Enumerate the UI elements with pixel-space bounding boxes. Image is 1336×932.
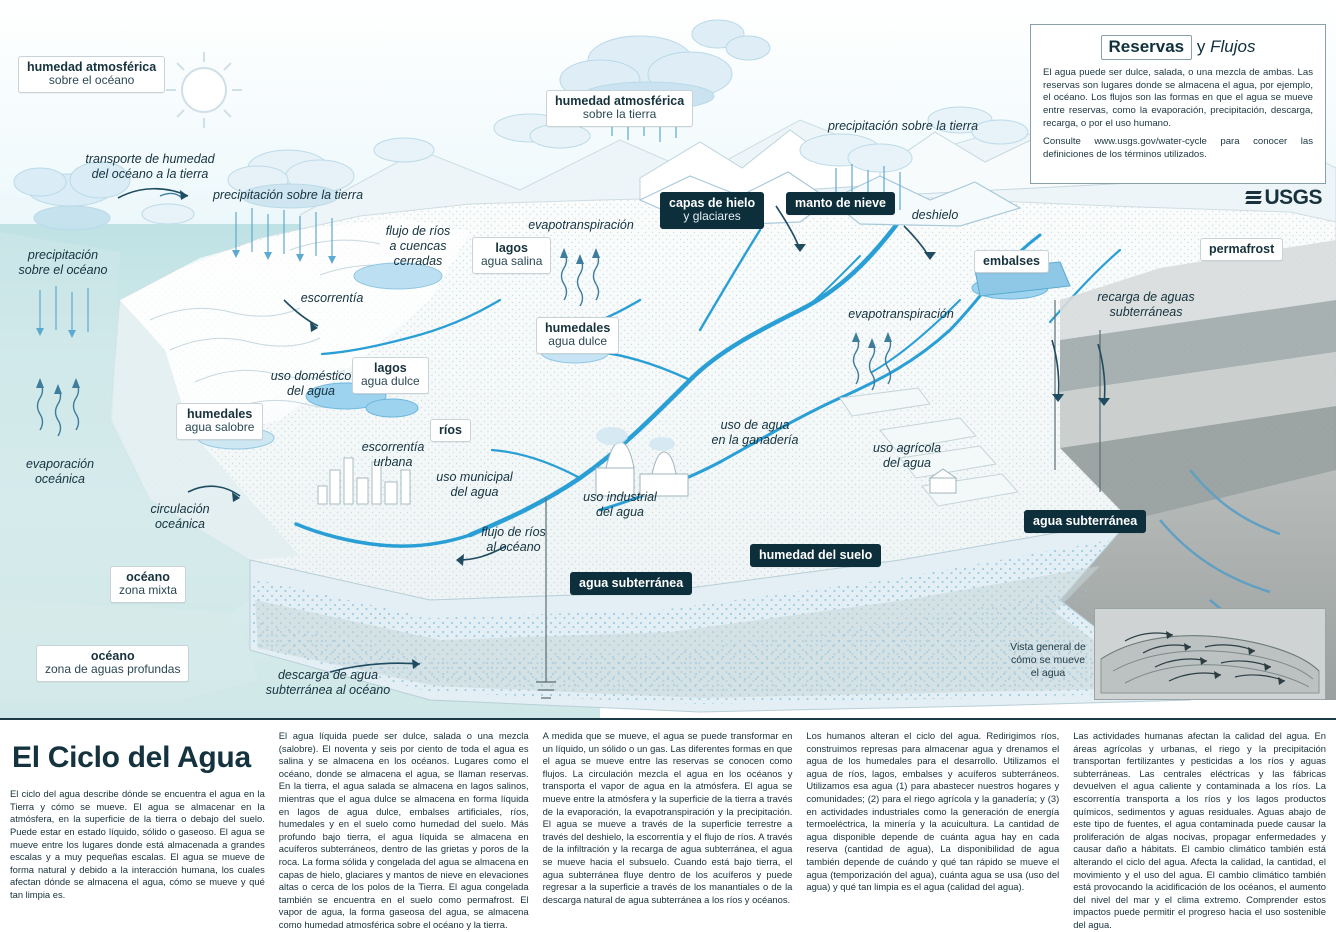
label-text-sub: agua dulce xyxy=(361,374,420,389)
flux-evapotranspiracion-derecha: evapotranspiración xyxy=(848,307,954,321)
flux-evaporacion-oceanica: evaporación oceánica xyxy=(25,457,95,486)
legend-box xyxy=(1030,24,1326,184)
body-paragraph-2: El agua líquida puede ser dulce, salada o una mezcla (salobre). El noventa y seis por ciento de toda el agua es salina y se almacena en los océanos. Lugares como el océano, donde se almacena el agua, se llaman reservas. En la tierra, el agua salada se almacena en lagos salinos, mientras que el agua dulce se almacena en forma líquida en lagos de agua dulce, embalses artificiales, ríos, humedales y en el suelo como humedad del suelo. Más profundo bajo tierra, el agua líquida se almacena en acuíferos subterráneos, dentro de las grietas y poros de la roca. La forma sólida y congelada del agua se almacena en capas de hielo, glaciares y mantos de nieve en elevaciones altas o cerca de los polos de la Tierra. El agua congelada también se encuentra en el suelo como permafrost. El vapor de agua, la forma gaseosa del agua, se almacena como humedad atmosférica sobre el océano y la tierra. xyxy=(278,730,529,930)
flux-flujo-de-rios-al-oceano: flujo de ríos al océano xyxy=(481,525,546,554)
label-text-bold: lagos xyxy=(495,241,529,255)
flux-evapotranspiracion-centro: evapotranspiración xyxy=(528,218,634,232)
label-humedales-agua-dulce xyxy=(536,317,619,354)
label-humedales-agua-salobre xyxy=(176,403,263,440)
label-text-bold: océano xyxy=(90,649,135,663)
label-humedad-atmosferica-oceano xyxy=(18,56,165,93)
text-column-2 xyxy=(278,730,529,930)
inset-caption: Vista general de cómo se mueve el agua xyxy=(1010,640,1086,679)
label-agua-subterranea-derecha xyxy=(1024,510,1146,533)
legend-title xyxy=(1043,35,1313,60)
usgs-wordmark: USGS xyxy=(1264,186,1322,209)
label-text-sub: agua dulce xyxy=(548,334,608,349)
overview-inset xyxy=(1094,608,1326,700)
flux-uso-agricola-del-agua: uso agrícola del agua xyxy=(872,441,942,470)
usgs-logo xyxy=(1246,186,1322,210)
label-text-bold: embalses xyxy=(983,254,1040,268)
flux-precipitacion-sobre-la-tierra-izq: precipitación sobre la tierra xyxy=(212,188,364,202)
legend-paragraph-1: El agua puede ser dulce, salada, o una mezcla de ambas. Las reservas son lugares donde se almacena el agua, por ejemplo, el océano. Los flujos son las formas en que el agua se mueve entre reservas, como la evaporación, precipitación, descarga, recarga, o por el uso humano. xyxy=(1043,67,1313,129)
label-text-bold: ríos xyxy=(439,423,462,437)
flux-descarga-de-agua-subterranea-al-oceano: descarga de agua subterránea al océano xyxy=(265,668,391,697)
label-embalses xyxy=(974,250,1049,273)
label-manto-de-nieve xyxy=(786,192,895,215)
label-text-bold: humedales xyxy=(545,321,611,335)
label-text-sub: sobre el océano xyxy=(48,73,135,88)
flux-circulacion-oceanica: circulación oceánica xyxy=(150,502,210,531)
label-permafrost xyxy=(1200,238,1283,261)
label-humedad-del-suelo xyxy=(750,544,881,567)
usgs-bars-icon xyxy=(1246,191,1261,206)
flux-uso-municipal-del-agua: uso municipal del agua xyxy=(436,470,513,499)
legend-title-reservas: Reservas xyxy=(1101,35,1193,60)
label-text-sub: sobre la tierra xyxy=(582,107,657,122)
flux-escorrentia-urbana: escorrentía urbana xyxy=(361,440,425,469)
legend-title-and: y xyxy=(1196,37,1206,56)
label-humedad-atmosferica-tierra xyxy=(546,90,693,127)
body-paragraph-3: A medida que se mueve, el agua se puede transformar en un líquido, un sólido o un gas. Las diferentes formas en que el agua se mueve entre las reservas se conocen como flujos. La circulación mezcla el agua en los océanos y transporta el vapor de agua en la atmósfera. El agua se mueve entre la atmósfera y la superficie de la tierra a través de la evaporación, la evapotranspiración y la precipitación. El agua se mueve a través de la superficie terrestre a través del deshielo, la escorrentía y el flujo de ríos. A través de la infiltración y la recarga de agua subterránea, el agua se mueve hacia el subsuelo. Cuando está bajo tierra, el agua subterránea fluye dentro de los acuíferos y puede regresar a la superficie a través de los manantiales o de la descarga natural de agua subterránea a los ríos y océanos. xyxy=(542,730,793,905)
label-text-bold: lagos xyxy=(374,361,407,375)
text-column-3 xyxy=(543,730,793,910)
label-text-bold: humedales xyxy=(187,407,253,421)
label-oceano-zona-aguas-profundas xyxy=(36,645,189,682)
flux-uso-industrial-del-agua: uso industrial del agua xyxy=(583,490,657,519)
flux-flujo-de-rios-a-cuencas-cerradas: flujo de ríos a cuencas cerradas xyxy=(385,224,451,268)
inset-artwork xyxy=(1095,609,1325,699)
flux-escorrentia: escorrentía xyxy=(300,291,364,305)
label-oceano-zona-mixta xyxy=(110,566,186,603)
flux-uso-domestico-del-agua: uso doméstico del agua xyxy=(270,369,352,398)
label-text-bold: permafrost xyxy=(1209,242,1275,256)
flux-uso-de-agua-en-la-ganaderia: uso de agua en la ganadería xyxy=(711,418,799,447)
text-column-5 xyxy=(1073,730,1326,930)
label-text-bold: capas de hielo xyxy=(669,196,756,210)
legend-title-flujos: Flujos xyxy=(1210,37,1256,56)
label-text-bold: agua subterránea xyxy=(1033,514,1138,528)
label-text-bold: manto de nieve xyxy=(795,196,886,210)
label-lagos-agua-salina xyxy=(472,237,551,274)
flux-recarga-de-aguas-subterraneas: recarga de aguas subterráneas xyxy=(1097,290,1195,319)
flux-deshielo: deshielo xyxy=(911,208,959,222)
body-paragraph-1: El ciclo del agua describe dónde se encuentra el agua en la Tierra y cómo se mueve. El agua se almacenar en la atmósfera, en la superficie de la tierra o debajo del suelo. Puede estar en estado líquido, sólido o gaseoso. El agua se mueve entre los lugares donde está almacenada a grandes escalas y a muy pequeñas escalas. El agua se mueve de forma natural y debido a la interacción humana, los cuales afectan dónde se almacena el agua, cómo se mueve y qué tan limpia es. xyxy=(10,788,265,900)
label-text-sub: agua salobre xyxy=(185,420,255,435)
legend-paragraph-2: Consulte www.usgs.gov/water-cycle para conocer las definiciones de los términos utilizados. xyxy=(1043,136,1313,160)
label-rios xyxy=(430,419,471,442)
sun-icon xyxy=(166,52,242,128)
body-paragraph-5: Las actividades humanas afectan la calidad del agua. En áreas agrícolas y urbanas, el riego y la precipitación transportan fertilizantes y pesticidas a los ríos y aguas subterráneas. Las centrales eléctricas y las fábricas devuelven el agua caliente y contaminada a los ríos. La escorrentía transporta a los ríos y los lagos productos químicos, sedimentos y aguas residuales. Aguas abajo de este tipo de fuentes, el agua contaminada puede causar la proliferación de algas nocivas, propagar enfermedades y causar daño a hábitats. El cambio climático también está alterando el ciclo del agua. Afecta la calidad, la cantidad, el movimiento y el uso del agua. El cambio climático también está provocando la acidificación de los océanos, el aumento del nivel del mar y el clima extremo. Comprender estos impactos puede permitir el progreso hacia el uso sostenible del agua. xyxy=(1073,730,1326,930)
label-text-bold: humedad del suelo xyxy=(759,548,873,562)
flux-precipitacion-sobre-la-tierra-der: precipitación sobre la tierra xyxy=(827,119,979,133)
label-text-bold: humedad atmosférica xyxy=(27,60,157,74)
page-title: El Ciclo del Agua xyxy=(12,741,251,774)
label-text-sub: agua salina xyxy=(481,254,543,269)
label-text-bold: agua subterránea xyxy=(579,576,684,590)
label-text-sub: y glaciares xyxy=(683,209,741,224)
label-text-sub: zona mixta xyxy=(119,583,178,598)
label-text-bold: humedad atmosférica xyxy=(555,94,685,108)
label-text-bold: océano xyxy=(126,570,170,584)
body-paragraph-4: Los humanos alteran el ciclo del agua. Redirigimos ríos, construimos represas para almacenar agua y drenamos el agua de los humedales para el desarrollo. Utilizamos el agua de ríos, lagos, embalses y acuíferos subterráneos. Utilizamos esa agua (1) para abastecer nuestros hogares y comunidades; (2) para el riego agrícola y la ganadería; y (3) en actividades industriales como la generación de energía termoeléctrica, la minería y la acuicultura. La cantidad de agua disponible depende de cuánta agua hay en cada reserva (cantidad de agua), La disponibilidad de agua también depende de cuándo y qué tan rápido se mueve el agua (temporización del agua), cuánta agua se usa (uso del agua) y qué tan limpia es el agua (calidad del agua). xyxy=(806,730,1060,893)
text-column-title xyxy=(10,730,265,910)
text-column-4 xyxy=(806,730,1059,910)
flux-precipitacion-sobre-el-oceano: precipitación sobre el océano xyxy=(18,248,108,277)
label-agua-subterranea-centro xyxy=(570,572,692,595)
flux-transporte-de-humedad: transporte de humedad del océano a la tierra xyxy=(85,152,215,181)
bottom-text-panel xyxy=(0,718,1336,930)
label-text-sub: zona de aguas profundas xyxy=(45,662,181,677)
label-capas-de-hielo-y-glaciares xyxy=(660,192,764,229)
